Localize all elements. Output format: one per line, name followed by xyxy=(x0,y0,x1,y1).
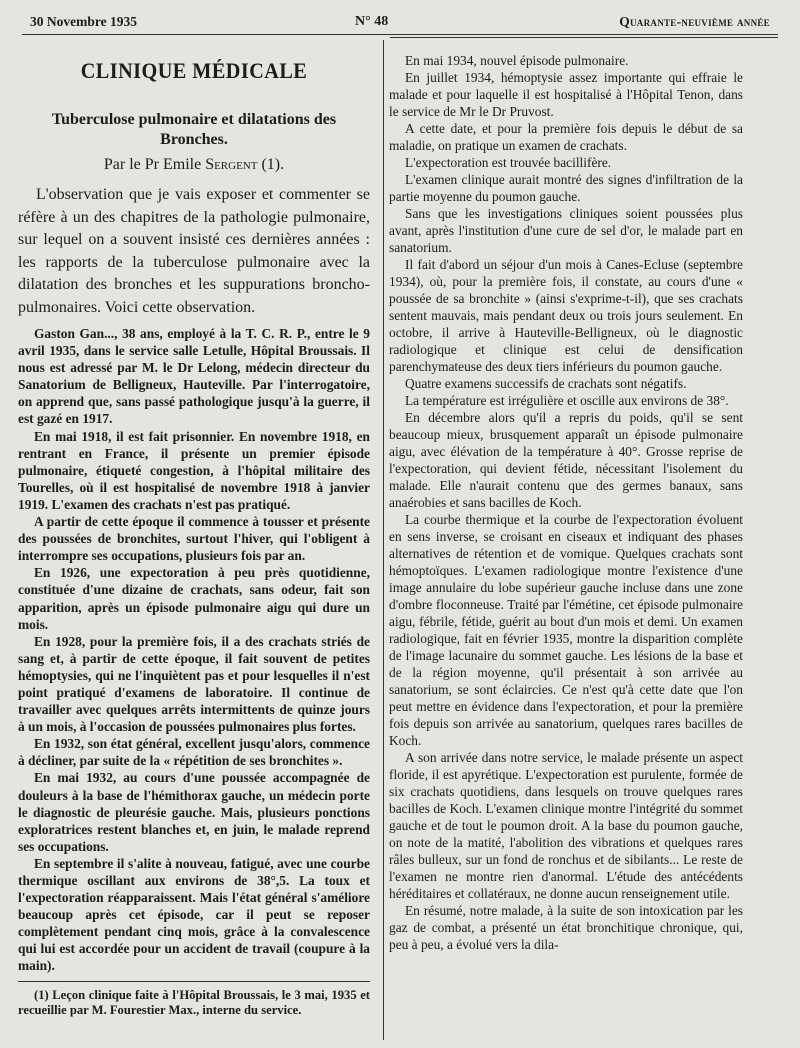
right-column xyxy=(389,52,743,953)
right-paragraph: L'expectoration est trouvée bacillifère. xyxy=(405,155,612,170)
footnote: (1) Leçon clinique faite à l'Hôpital Broussais, le 3 mai, 1935 et recueillie par M. Fourestier Max., interne du service. xyxy=(18,987,370,1017)
right-paragraph: La courbe thermique et la courbe de l'expectoration évoluent en sens inverse, se croisant en ciseaux et indiquant des phases alternatives de rétention et de vomique. Quelques crachats sont hémoptoïques. L'examen radiologique montre l'existence d'une image annulaire du lobe supérieur gauche incluse dans une zone d'ombre floconneuse. Traité par l'émétine, cet épisode pulmonaire aigu, fébrile, fétide, guérit au bout d'un mois et demi. Un examen radiologique, fait en février 1935, montre la disparition complète de l'image lacunaire du sommet gauche. Les lésions de la base et de la région moyenne, qu'il présentait à son arrivée au sanatorium, se sont éclaircies. Ce n'est qu'à cette date que l'on peut mettre en évidence dans l'expectoration, et pour la première fois depuis son arrivée au sanatorium, quelques rares bacilles de Koch. xyxy=(389,512,743,748)
left-paragraph: En 1932, son état général, excellent jusqu'alors, commence à décliner, par suite de la « répétition de ses bronchites ». xyxy=(18,736,370,769)
article-title: Tuberculose pulmonaire et dilatations des Bronches. xyxy=(51,111,337,148)
section-title: CLINIQUE MÉDICALE xyxy=(80,58,308,83)
right-paragraph: Il fait d'abord un séjour d'un mois à Canes-Ecluse (septembre 1934), où, pour la première fois, il constate, au cours d'une « poussée de sa bronchite » (ainsi s'exprime-t-il), que ses crachats sentent mauvais, mais pendant deux ou trois jours seulement. En octobre, il arrive à Hauteville-Belligneux, où le diagnostic radiologique et clinique est celui de densification parenchymateuse des deux tiers inférieurs du poumon gauche. xyxy=(389,257,743,374)
right-paragraph: En juillet 1934, hémoptysie assez importante qui effraie le malade et pour laquelle il est hospitalisé à l'Hôpital Tenon, dans le service de Mr le Dr Pruvost. xyxy=(389,70,743,119)
header-rule-secondary xyxy=(390,37,778,38)
right-paragraph: Sans que les investigations cliniques soient poussées plus avant, après l'institution d'une cure de sel d'or, le malade part en sanatorium. xyxy=(389,206,743,255)
footnote-rule xyxy=(18,981,370,982)
left-paragraph: En 1928, pour la première fois, il a des crachats striés de sang et, à partir de cette époque, il fait souvent de petites hémoptysies, qui ne l'inquiètent pas et pour lesquelles il n'est point pratiqué d'examens de laboratoire. Il continue de travailler avec quelques arrêts intermittents de quinze jours à un mois, à l'occasion de poussées pulmonaires plus fortes. xyxy=(18,633,370,735)
left-paragraph: En septembre il s'alite à nouveau, fatigué, avec une courbe thermique oscillant aux environs de 38°,5. La toux et l'expectoration réapparaissent. Mais l'état général s'améliore beaucoup après cet épisode, car il peut se reposer complètement pendant cinq mois, grâce à la convalescence qui lui est accordée pour un accident de travail (coupure à la main). xyxy=(18,855,370,974)
issue-number: N° 48 xyxy=(355,14,389,29)
article-intro: L'observation que je vais exposer et commenter se réfère à un des chapitres de la pathologie pulmonaire, sur lequel on a souvent insisté ces dernières années : les rapports de la tuberculose pulmonaire avec la dilatation des bronches et les suppurations broncho-pulmonaires. Voici cette observation. xyxy=(18,186,370,316)
byline-author: Sergent xyxy=(205,156,258,173)
column-divider xyxy=(383,40,384,1040)
right-paragraph: En décembre alors qu'il a repris du poids, qu'il se sent beaucoup mieux, brusquement apparaît un épisode pulmonaire aigu, avec élévation de la température à 40°. Grosse reprise de l'expectoration, qui devient fétide, nécessitant l'isolement du malade. Elle n'aurait contenu que des germes banaux, sans anaérobies et sans bacilles de Koch. xyxy=(389,410,743,510)
right-paragraph: Quatre examens successifs de crachats sont négatifs. xyxy=(405,376,687,391)
right-paragraph: L'examen clinique aurait montré des signes d'infiltration de la partie moyenne du poumon gauche. xyxy=(389,172,743,204)
left-paragraph: En mai 1932, au cours d'une poussée accompagnée de douleurs à la base de l'hémithorax gauche, un médecin porte le diagnostic de pleurésie gauche. Mais, plusieurs ponctions exploratrices restent blanches et, en juin, le malade reprend ses occupations. xyxy=(18,770,370,854)
right-paragraph: En mai 1934, nouvel épisode pulmonaire. xyxy=(405,53,629,68)
header-rule xyxy=(22,34,778,35)
left-paragraph: En 1926, une expectoration à peu près quotidienne, constituée d'une dizaine de crachats, sans odeur, fait son apparition, après un épisode pulmonaire aigu qui dure un mois. xyxy=(18,565,370,632)
right-paragraph: A son arrivée dans notre service, le malade présente un aspect floride, il est apyrétique. L'expectoration est purulente, formée de six crachats quotidiens, dans lesquels on trouve quelques rares bacilles de Koch. L'examen clinique montre l'intégrité du sommet gauche et de tout le poumon droit. A la base du poumon gauche, on note de la matité, l'abolition des vibrations et quelques rares râles bulleux, sur un fond de ronchus et de sibilants... Le reste de l'examen ne montre rien d'anormal. L'étude des antécédents héréditaires et collatéraux, ne donne aucun renseignement utile. xyxy=(389,750,743,901)
left-paragraph: Gaston Gan..., 38 ans, employé à la T. C. R. P., entre le 9 avril 1935, dans le service salle Letulle, Hôpital Broussais. Il nous est adressé par M. le Dr Lelong, médecin directeur du Sanatorium de Belligneux, Hauteville. Par l'interrogatoire, on apprend que, sans passé pathologique jusqu'à la guerre, il est gazé en 1917. xyxy=(18,326,370,427)
byline-prefix: Par le Pr Emile xyxy=(103,156,202,173)
article-byline xyxy=(18,156,370,174)
issue-year: Quarante-neuvième année xyxy=(619,14,770,29)
right-paragraph: La température est irrégulière et oscille aux environs de 38°. xyxy=(405,393,729,408)
right-paragraph: En résumé, notre malade, à la suite de son intoxication par les gaz de combat, a présenté un état bronchitique chronique, qui, peu à peu, a évolué vers la dila- xyxy=(389,903,743,952)
left-paragraph: En mai 1918, il est fait prisonnier. En novembre 1918, en rentrant en France, il présente un premier épisode pulmonaire, étiqueté congestion, à l'hôpital militaire des Tourelles, où il est hospitalisé de novembre 1918 à janvier 1919. L'examen des crachats n'est pas pratiqué. xyxy=(18,428,370,512)
left-column xyxy=(18,50,370,1018)
right-paragraph: A cette date, et pour la première fois depuis le début de sa maladie, on pratique un examen de crachats. xyxy=(389,121,743,153)
issue-date: 30 Novembre 1935 xyxy=(30,14,137,29)
byline-footnote-ref: (1). xyxy=(261,156,285,173)
left-paragraph: A partir de cette époque il commence à tousser et présente des poussées de bronchites, surtout l'hiver, qui l'obligent à interrompre ses occupations, plusieurs fois par an. xyxy=(18,514,370,564)
